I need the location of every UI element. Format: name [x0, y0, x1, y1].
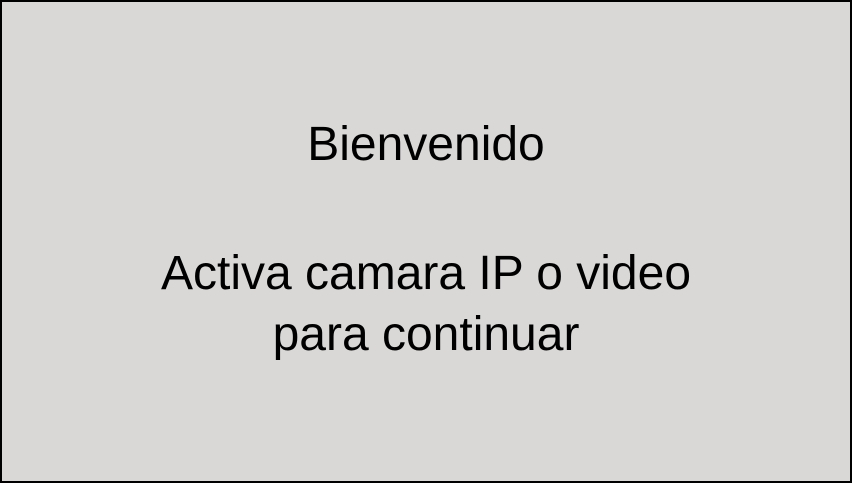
- instruction-line-2: para continuar: [272, 308, 580, 361]
- welcome-title: Bienvenido: [307, 118, 545, 171]
- instruction-line-1: Activa camara IP o video: [160, 247, 692, 300]
